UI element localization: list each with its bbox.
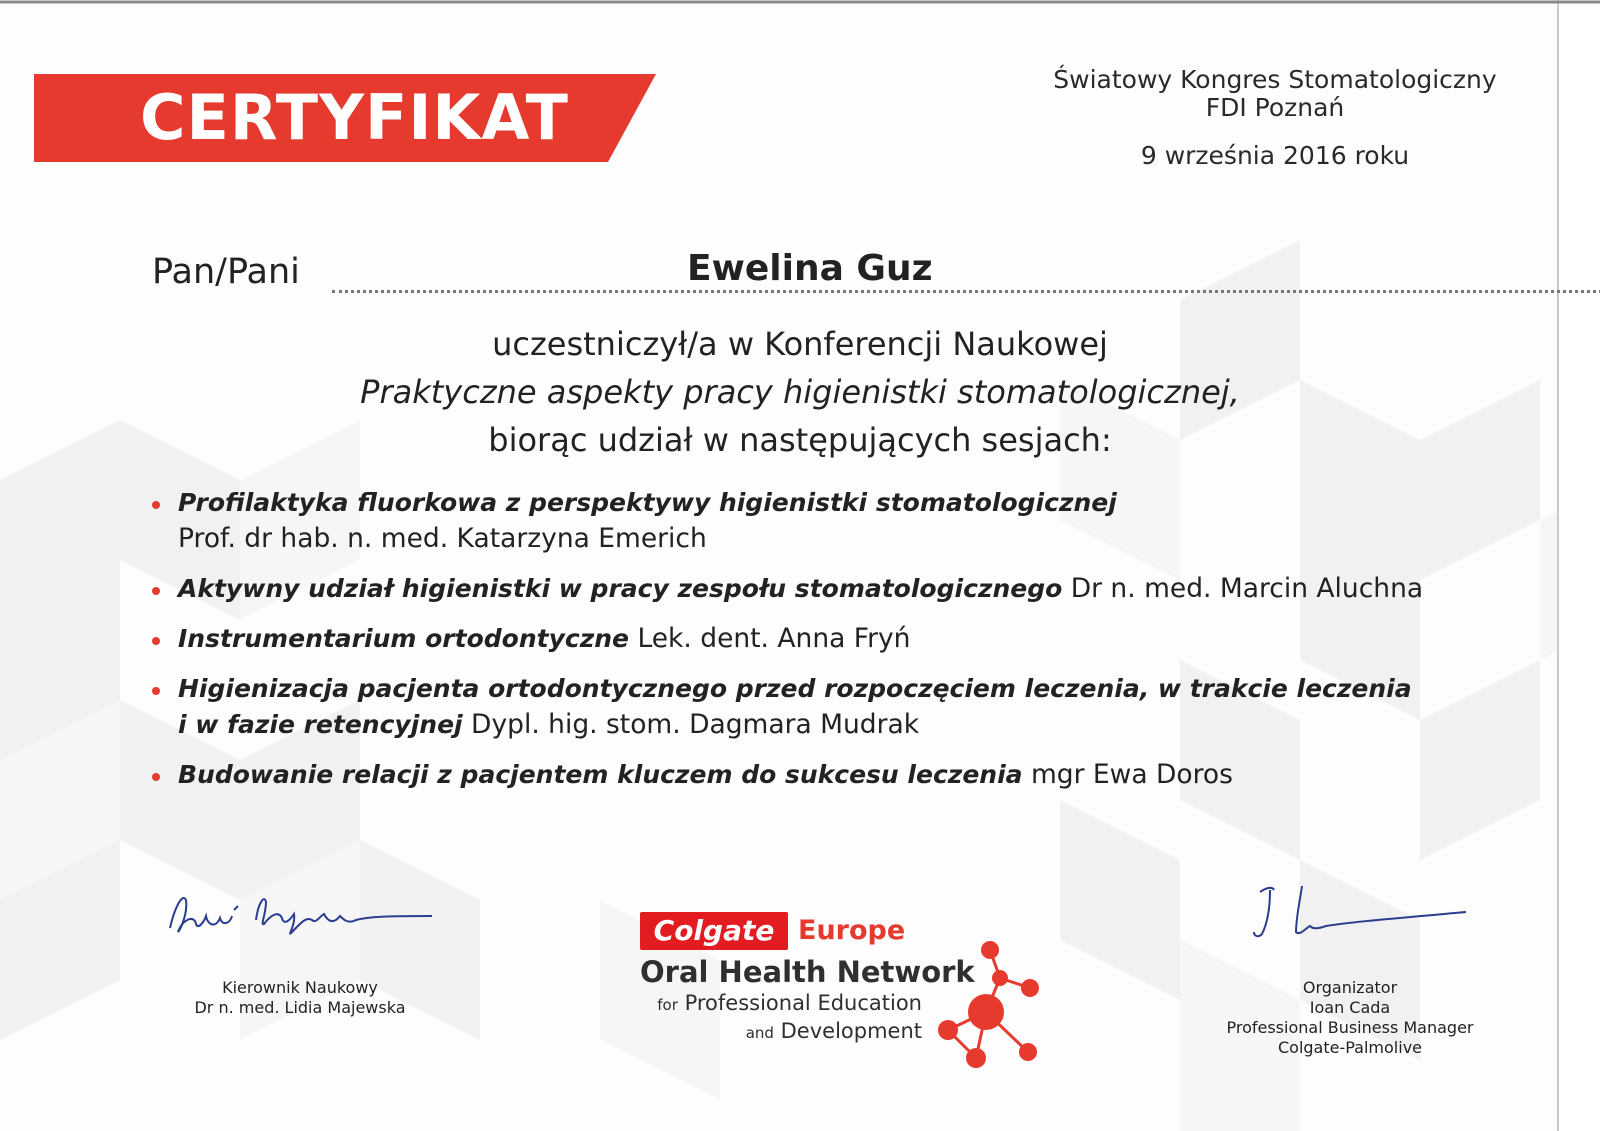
congress-date: 9 września 2016 roku [1140, 141, 1410, 170]
logo-sub-line2: Development [780, 1019, 922, 1043]
congress-name: Światowy Kongres Stomatologiczny [1053, 65, 1497, 94]
logo-network-name: Oral Health Network [640, 955, 975, 989]
logo-europe: Europe [798, 915, 906, 946]
recipient-row [152, 248, 1452, 302]
logo-subtitle [657, 990, 922, 1046]
bullet-icon [152, 773, 160, 781]
session-title: Aktywny udział higienistki w pracy zespołu stomatologicznego [178, 574, 1063, 603]
signature-left-caption [160, 978, 440, 1018]
signature-right [1240, 878, 1470, 950]
intro-line-3: biorąc udział w następujących sesjach: [488, 421, 1112, 459]
signatory-title: Professional Business Manager [1226, 1018, 1474, 1037]
colgate-oral-health-logo [640, 910, 1060, 1080]
signatory-role: Kierownik Naukowy [222, 978, 378, 997]
sessions-list [152, 485, 1452, 793]
bullet-icon [152, 501, 160, 509]
session-item [152, 671, 1452, 743]
logo-sub-line1: Professional Education [684, 991, 922, 1015]
session-item [152, 621, 1452, 657]
signatory-company: Colgate-Palmolive [1277, 1038, 1422, 1057]
session-speaker: Dr n. med. Marcin Aluchna [1070, 573, 1424, 604]
signature-right-caption [1180, 978, 1520, 1058]
recipient-label: Pan/Pani [152, 252, 300, 292]
bullet-icon [152, 687, 160, 695]
session-title: Higienizacja pacjenta ortodontycznego przed rozpoczęciem leczenia, w trakcie leczenia [178, 674, 1412, 703]
congress-location: FDI Poznań [1205, 93, 1345, 122]
signatory-name: Dr n. med. Lidia Majewska [194, 998, 406, 1017]
bullet-icon [152, 637, 160, 645]
signatory-name: Ioan Cada [1309, 998, 1391, 1017]
session-item [152, 571, 1452, 607]
session-speaker: Lek. dent. Anna Fryń [637, 623, 911, 654]
logo-sub-and: and [745, 1024, 774, 1042]
signatory-role: Organizator [1302, 978, 1398, 997]
dotted-line [332, 290, 1600, 293]
colgate-logo: Colgate [640, 912, 788, 950]
session-title: Budowanie relacji z pacjentem kluczem do sukcesu leczenia [178, 760, 1023, 789]
recipient-name: Ewelina Guz [687, 248, 933, 289]
congress-info [1030, 66, 1520, 170]
signature-left [160, 880, 440, 950]
session-title: Instrumentarium ortodontyczne [178, 624, 630, 653]
session-item [152, 485, 1452, 557]
molecule-icon [930, 938, 1050, 1078]
session-speaker: Prof. dr hab. n. med. Katarzyna Emerich [178, 523, 707, 554]
session-title: Profilaktyka fluorkowa z perspektywy higienistki stomatologicznej [178, 488, 1117, 517]
session-speaker: Dypl. hig. stom. Dagmara Mudrak [471, 709, 920, 740]
certificate-title: CERTYFIKAT [140, 81, 569, 154]
logo-sub-for: for [657, 996, 678, 1014]
bullet-icon [152, 587, 160, 595]
session-item [152, 757, 1452, 793]
session-speaker: mgr Ewa Doros [1030, 759, 1233, 790]
intro-text [200, 320, 1400, 464]
intro-line-1: uczestniczył/a w Konferencji Naukowej [492, 325, 1108, 363]
session-title-cont: i w fazie retencyjnej [178, 710, 463, 739]
conference-title: Praktyczne aspekty pracy higienistki stomatologicznej, [360, 373, 1240, 411]
